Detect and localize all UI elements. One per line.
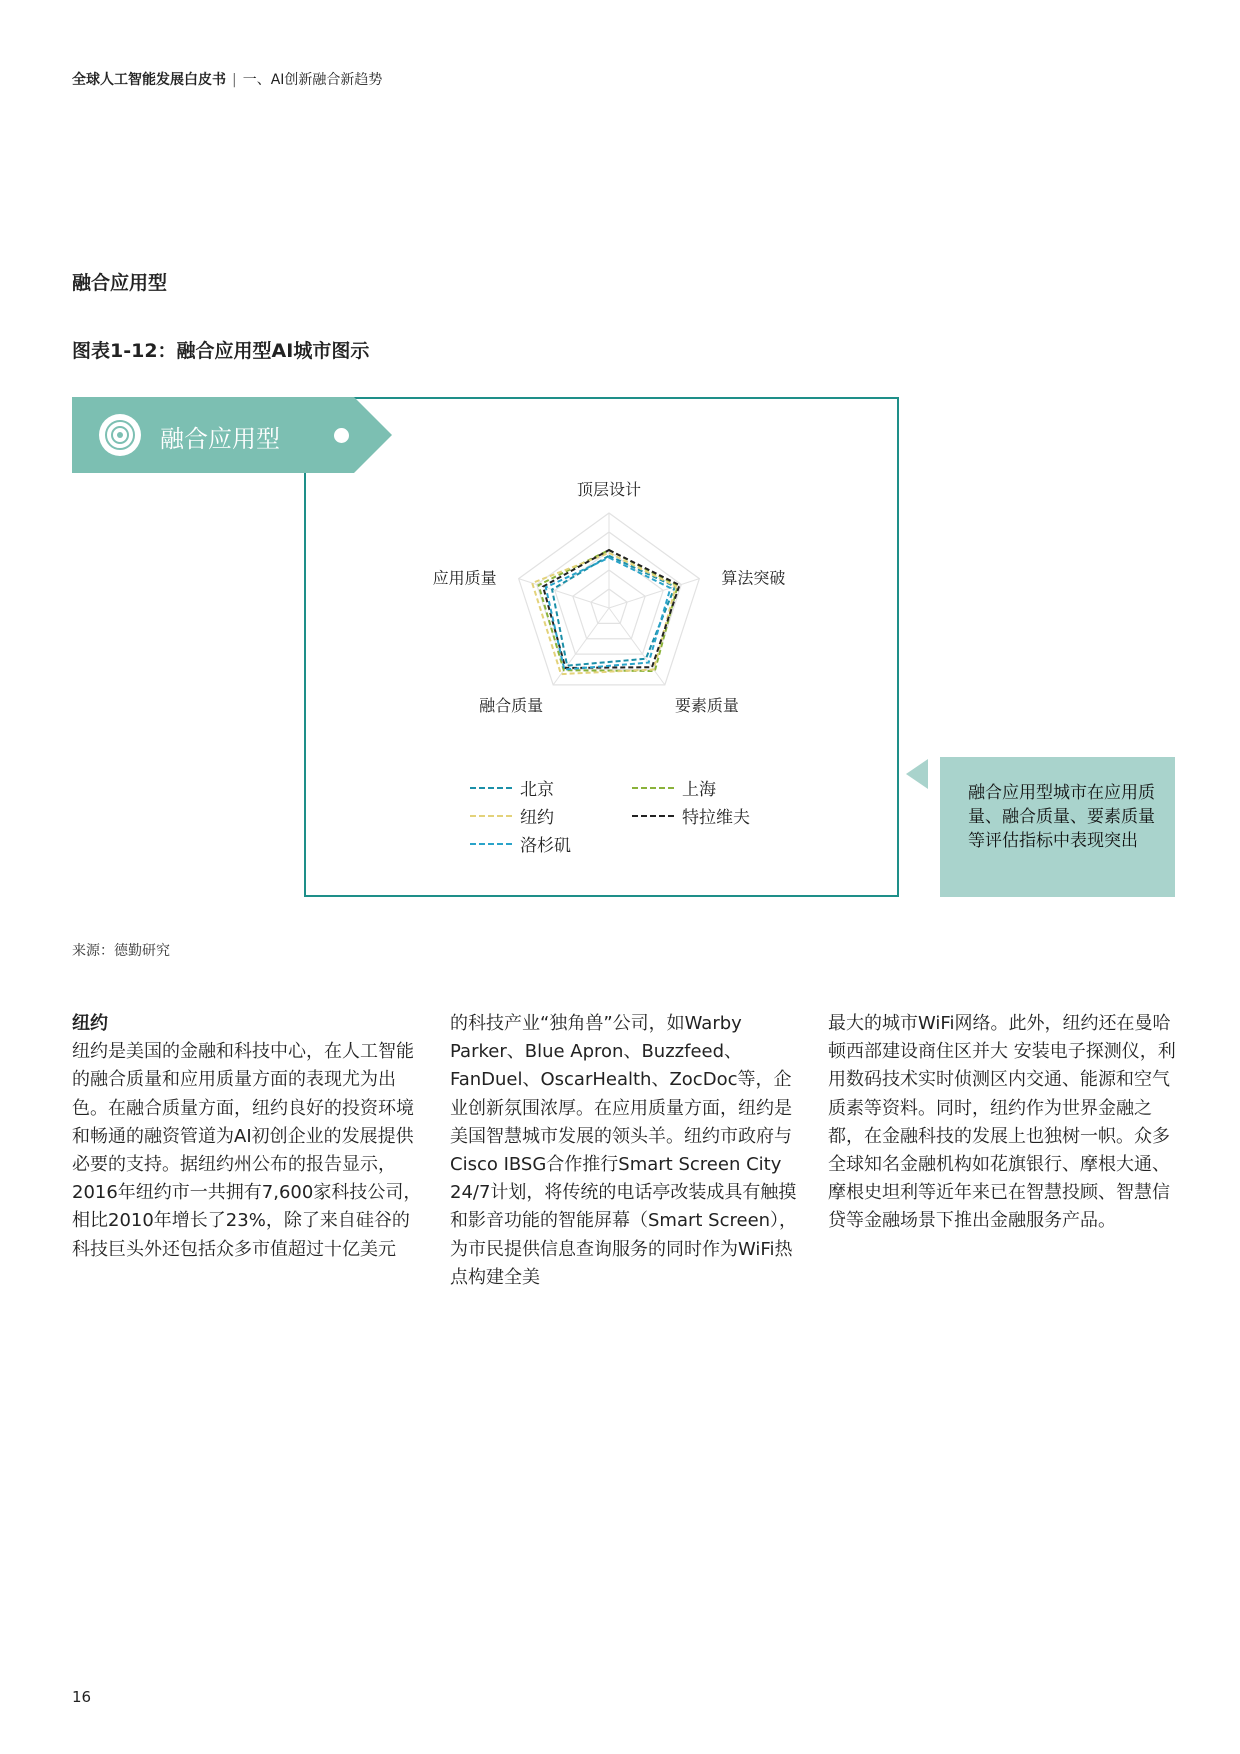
section-title: 融合应用型 [72, 272, 168, 294]
radar-spoke [609, 608, 665, 685]
banner-label: 融合应用型 [160, 425, 280, 453]
legend-item [470, 803, 554, 828]
chart-legend [470, 775, 870, 865]
legend-swatch [632, 787, 674, 789]
radar-axis-label: 要素质量 [674, 695, 739, 715]
header-section: 一、AI创新融合新趋势 [242, 72, 383, 88]
legend-item [632, 775, 716, 800]
legend-item [632, 803, 750, 828]
header-separator: | [232, 72, 237, 88]
text-column-2: 的科技产业“独角兽”公司，如Warby Parker、Blue Apron、Buzzfeed、FanDuel、OscarHealth、ZocDoc等，企业创新氛围浓厚。在应用质量方面，纽约是美国智慧城市发展的领头羊。纽约市政府与Cisco IBSG合作推行Smart Screen City 24/7计划，将传统的电话亭改装成具有触摸和影音功能的智能屏幕（Smart Screen），为市民提供信息查询服务的同时作为WiFi热点构建全美 [450, 1013, 798, 1288]
radar-chart [304, 397, 899, 757]
radar-axis-label: 融合质量 [479, 695, 544, 715]
legend-label: 特拉维夫 [682, 808, 750, 828]
callout-box [940, 757, 1175, 897]
running-header [72, 69, 382, 89]
figure-source: 来源：德勤研究 [72, 943, 170, 959]
legend-label: 纽约 [520, 808, 554, 828]
column-heading: 纽约 [72, 1013, 108, 1034]
callout-arrow-icon [906, 759, 928, 789]
category-banner [72, 397, 392, 473]
radar-axis-label: 应用质量 [432, 568, 497, 588]
radar-spoke [609, 579, 699, 608]
legend-swatch [470, 815, 512, 817]
legend-label: 洛杉矶 [520, 836, 571, 856]
legend-swatch [470, 843, 512, 845]
legend-swatch [632, 815, 674, 817]
banner-dot-icon [334, 428, 349, 443]
legend-item [470, 775, 554, 800]
radar-axis-label: 顶层设计 [576, 480, 642, 499]
target-icon [98, 413, 142, 457]
legend-label: 上海 [682, 780, 716, 800]
page-number: 16 [72, 1688, 92, 1706]
text-column-3: 最大的城市WiFi网络。此外，纽约还在曼哈顿西部建设商住区并大 安装电子探测仪，利用数码技术实时侦测区内交通、能源和空气质素等资料。同时，纽约作为世界金融之都，在金融科技的发展上也独树一帜。众多全球知名金融机构如花旗银行、摩根大通、摩根史坦利等近年来已在智慧投顾、智慧信贷等金融场景下推出金融服务产品。 [828, 1013, 1176, 1232]
legend-label: 北京 [520, 780, 554, 800]
legend-item [470, 831, 571, 856]
header-title: 全球人工智能发展白皮书 [72, 72, 226, 88]
column-1-text: 纽约是美国的金融和科技中心，在人工智能的融合质量和应用质量方面的表现尤为出色。在融合质量方面，纽约良好的投资环境和畅通的融资管道为AI初创企业的发展提供必要的支持。据纽约州公布的报告显示，2016年纽约市一共拥有7,600家科技公司，相比2010年增长了23%，除了来自硅谷的科技巨头外还包括众多市值超过十亿美元 [72, 1041, 422, 1260]
figure-title: 图表1-12：融合应用型AI城市图示 [72, 340, 370, 362]
radar-axis-label: 算法突破 [721, 568, 786, 588]
text-column-1 [72, 1010, 422, 1264]
radar-series-纽约 [532, 553, 676, 674]
callout-text: 融合应用型城市在应用质量、融合质量、要素质量等评估指标中表现突出 [968, 783, 1155, 851]
legend-swatch [470, 787, 512, 789]
